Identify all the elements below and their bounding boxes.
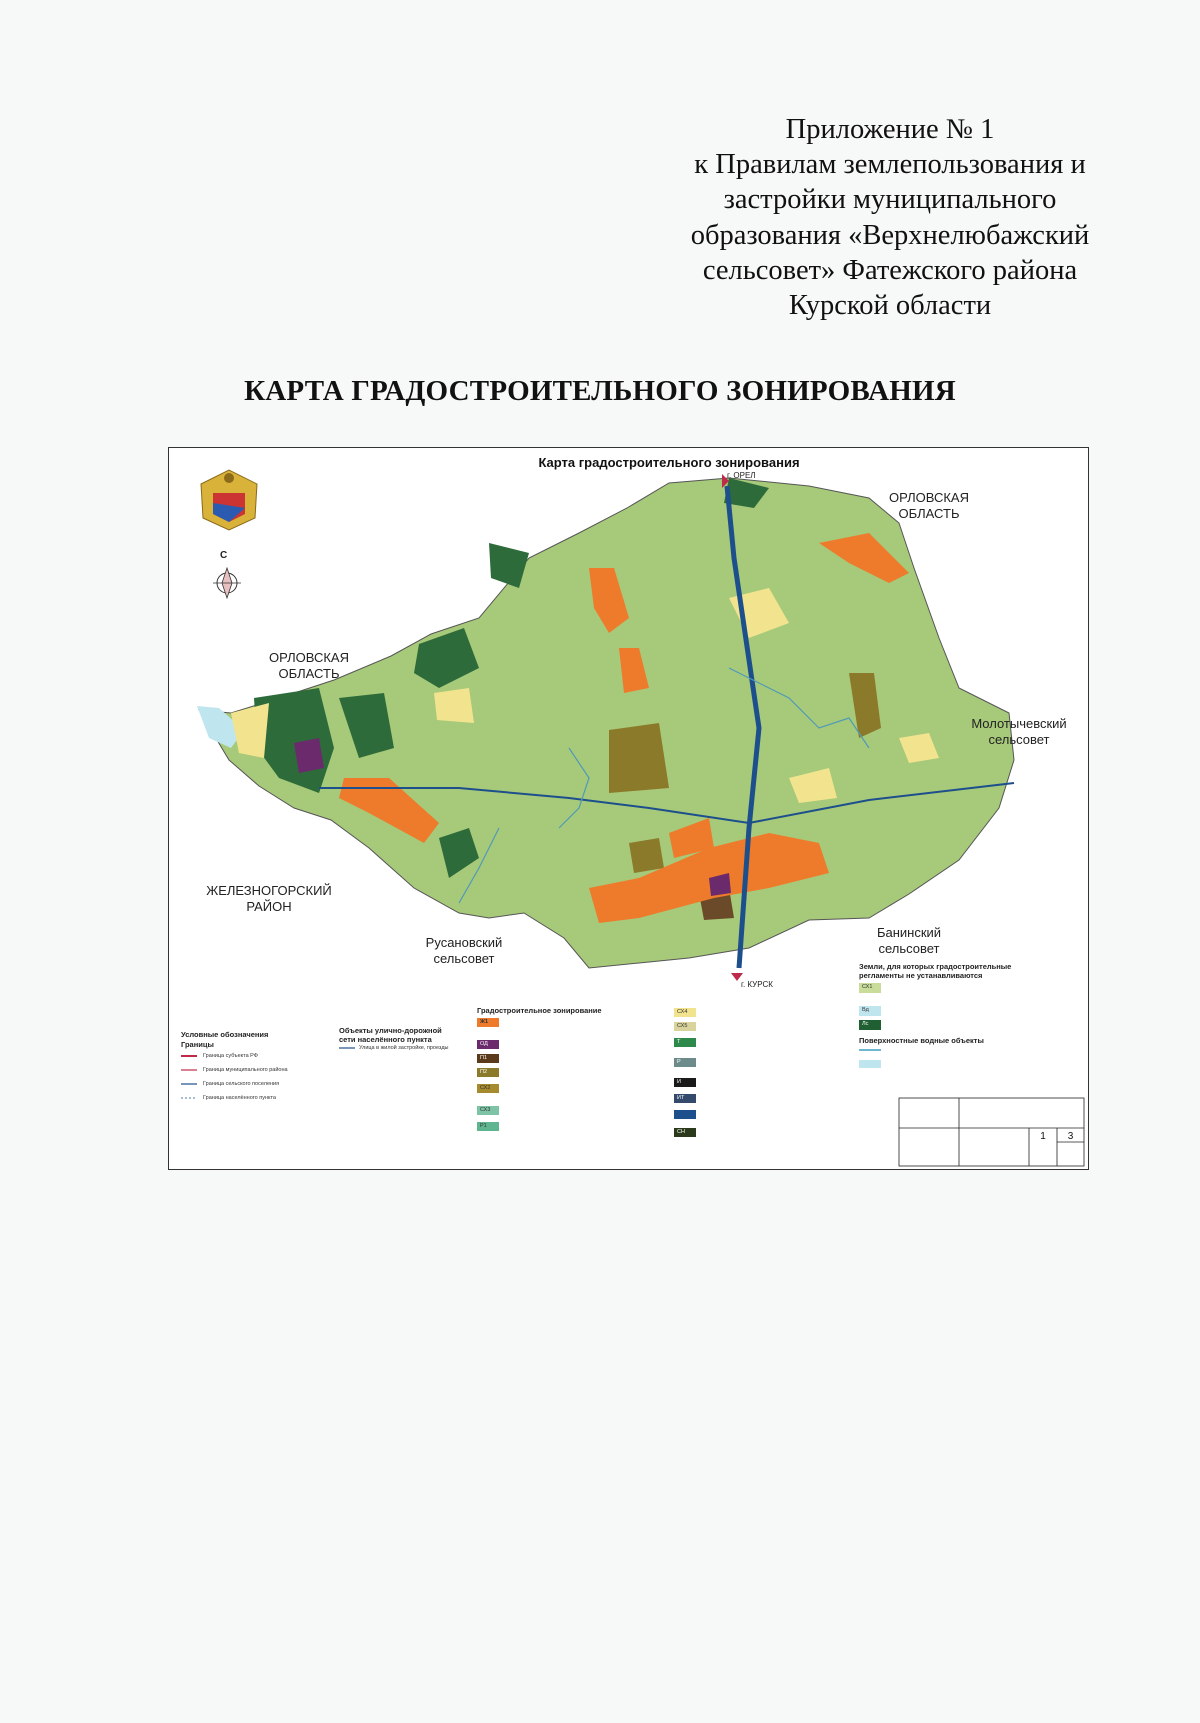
legend-water-title: Поверхностные водные объекты	[859, 1036, 984, 1045]
sheet-number: 1	[1040, 1131, 1046, 1142]
sheets-total: 3	[1067, 1131, 1074, 1142]
legend-exempt-title: Земли, для которых градостроительные регламенты не устанавливаются	[859, 962, 1012, 980]
coat-of-arms-icon	[201, 470, 257, 530]
neighbor-label-orel-ne: ОРЛОВСКАЯ ОБЛАСТЬ	[889, 490, 969, 521]
appendix-line: застройки муниципального	[723, 184, 1057, 216]
compass-letter: С	[220, 550, 228, 561]
city-label-south: г. КУРСК	[741, 980, 773, 989]
zone-code: СХ2	[480, 1085, 491, 1091]
neighbor-label-zheleznogorsky: ЖЕЛЕЗНОГОРСКИЙ РАЙОН	[206, 883, 332, 914]
zone-code: СХ1	[862, 984, 873, 990]
appendix-line: Курской области	[788, 290, 992, 322]
production-area	[629, 838, 664, 873]
neighbor-label-molotychevsky: Молотычевский сельсовет	[971, 716, 1067, 747]
map-drawing	[169, 448, 1090, 1171]
map-heading: Карта градостроительного зонирования	[538, 455, 800, 470]
legend-border-item: Граница субъекта РФ	[203, 1053, 258, 1059]
legend-border-item: Граница муниципального района	[203, 1067, 288, 1073]
neighbor-label-baninsky: Банинский сельсовет	[876, 925, 942, 956]
zone-code: П2	[480, 1069, 488, 1075]
zone-code: СХ4	[677, 1009, 688, 1015]
zone-code: СН	[677, 1129, 685, 1135]
zone-code: Лс	[862, 1021, 869, 1027]
zone-code: СХ3	[480, 1107, 491, 1113]
legend-street-title: Объекты улично-дорожной сети населённого пункта	[339, 1026, 442, 1044]
appendix-line: к Правилам землепользования и	[694, 149, 1086, 181]
zoning-map	[168, 447, 1089, 1170]
legend-border-item: Граница населённого пункта	[203, 1095, 276, 1101]
zone-code: П1	[480, 1055, 488, 1061]
zone-code: СХ5	[677, 1023, 688, 1029]
zone-code: И	[677, 1079, 681, 1085]
appendix-line: образования «Верхнелюбажский	[690, 219, 1090, 251]
zone-code: ОД	[480, 1041, 488, 1047]
appendix-line: сельсовет» Фатежского района	[702, 254, 1078, 286]
zone-code: Р	[677, 1059, 681, 1065]
appendix-block	[660, 112, 1120, 323]
city-label-north: г. ОРЕЛ	[727, 471, 756, 480]
production-area	[609, 723, 669, 793]
compass-icon	[213, 568, 241, 598]
neighbor-label-rusanovsky: Русановский сельсовет	[425, 935, 503, 966]
legend-borders-title: Границы	[181, 1040, 214, 1049]
legend-border-item: Граница сельского поселения	[203, 1081, 280, 1087]
zone-code: ИТ	[677, 1095, 685, 1101]
legend-zoning-title: Градостроительное зонирование	[477, 1006, 602, 1015]
legend-conventions-title: Условные обозначения	[181, 1030, 269, 1039]
zone-code: Т	[677, 1039, 681, 1045]
neighbor-label-orel-w: ОРЛОВСКАЯ ОБЛАСТЬ	[269, 650, 349, 681]
zone-code: Р1	[480, 1123, 487, 1129]
page-title: КАРТА ГРАДОСТРОИТЕЛЬНОГО ЗОНИРОВАНИЯ	[244, 375, 956, 407]
public-area	[294, 738, 324, 773]
legend-street-item: Улица в жилой застройке, проезды	[359, 1045, 449, 1051]
zone-code: Вд	[862, 1007, 869, 1013]
zone-code: Ж1	[480, 1019, 489, 1025]
agri-area	[434, 688, 474, 723]
appendix-line: Приложение № 1	[785, 114, 995, 145]
